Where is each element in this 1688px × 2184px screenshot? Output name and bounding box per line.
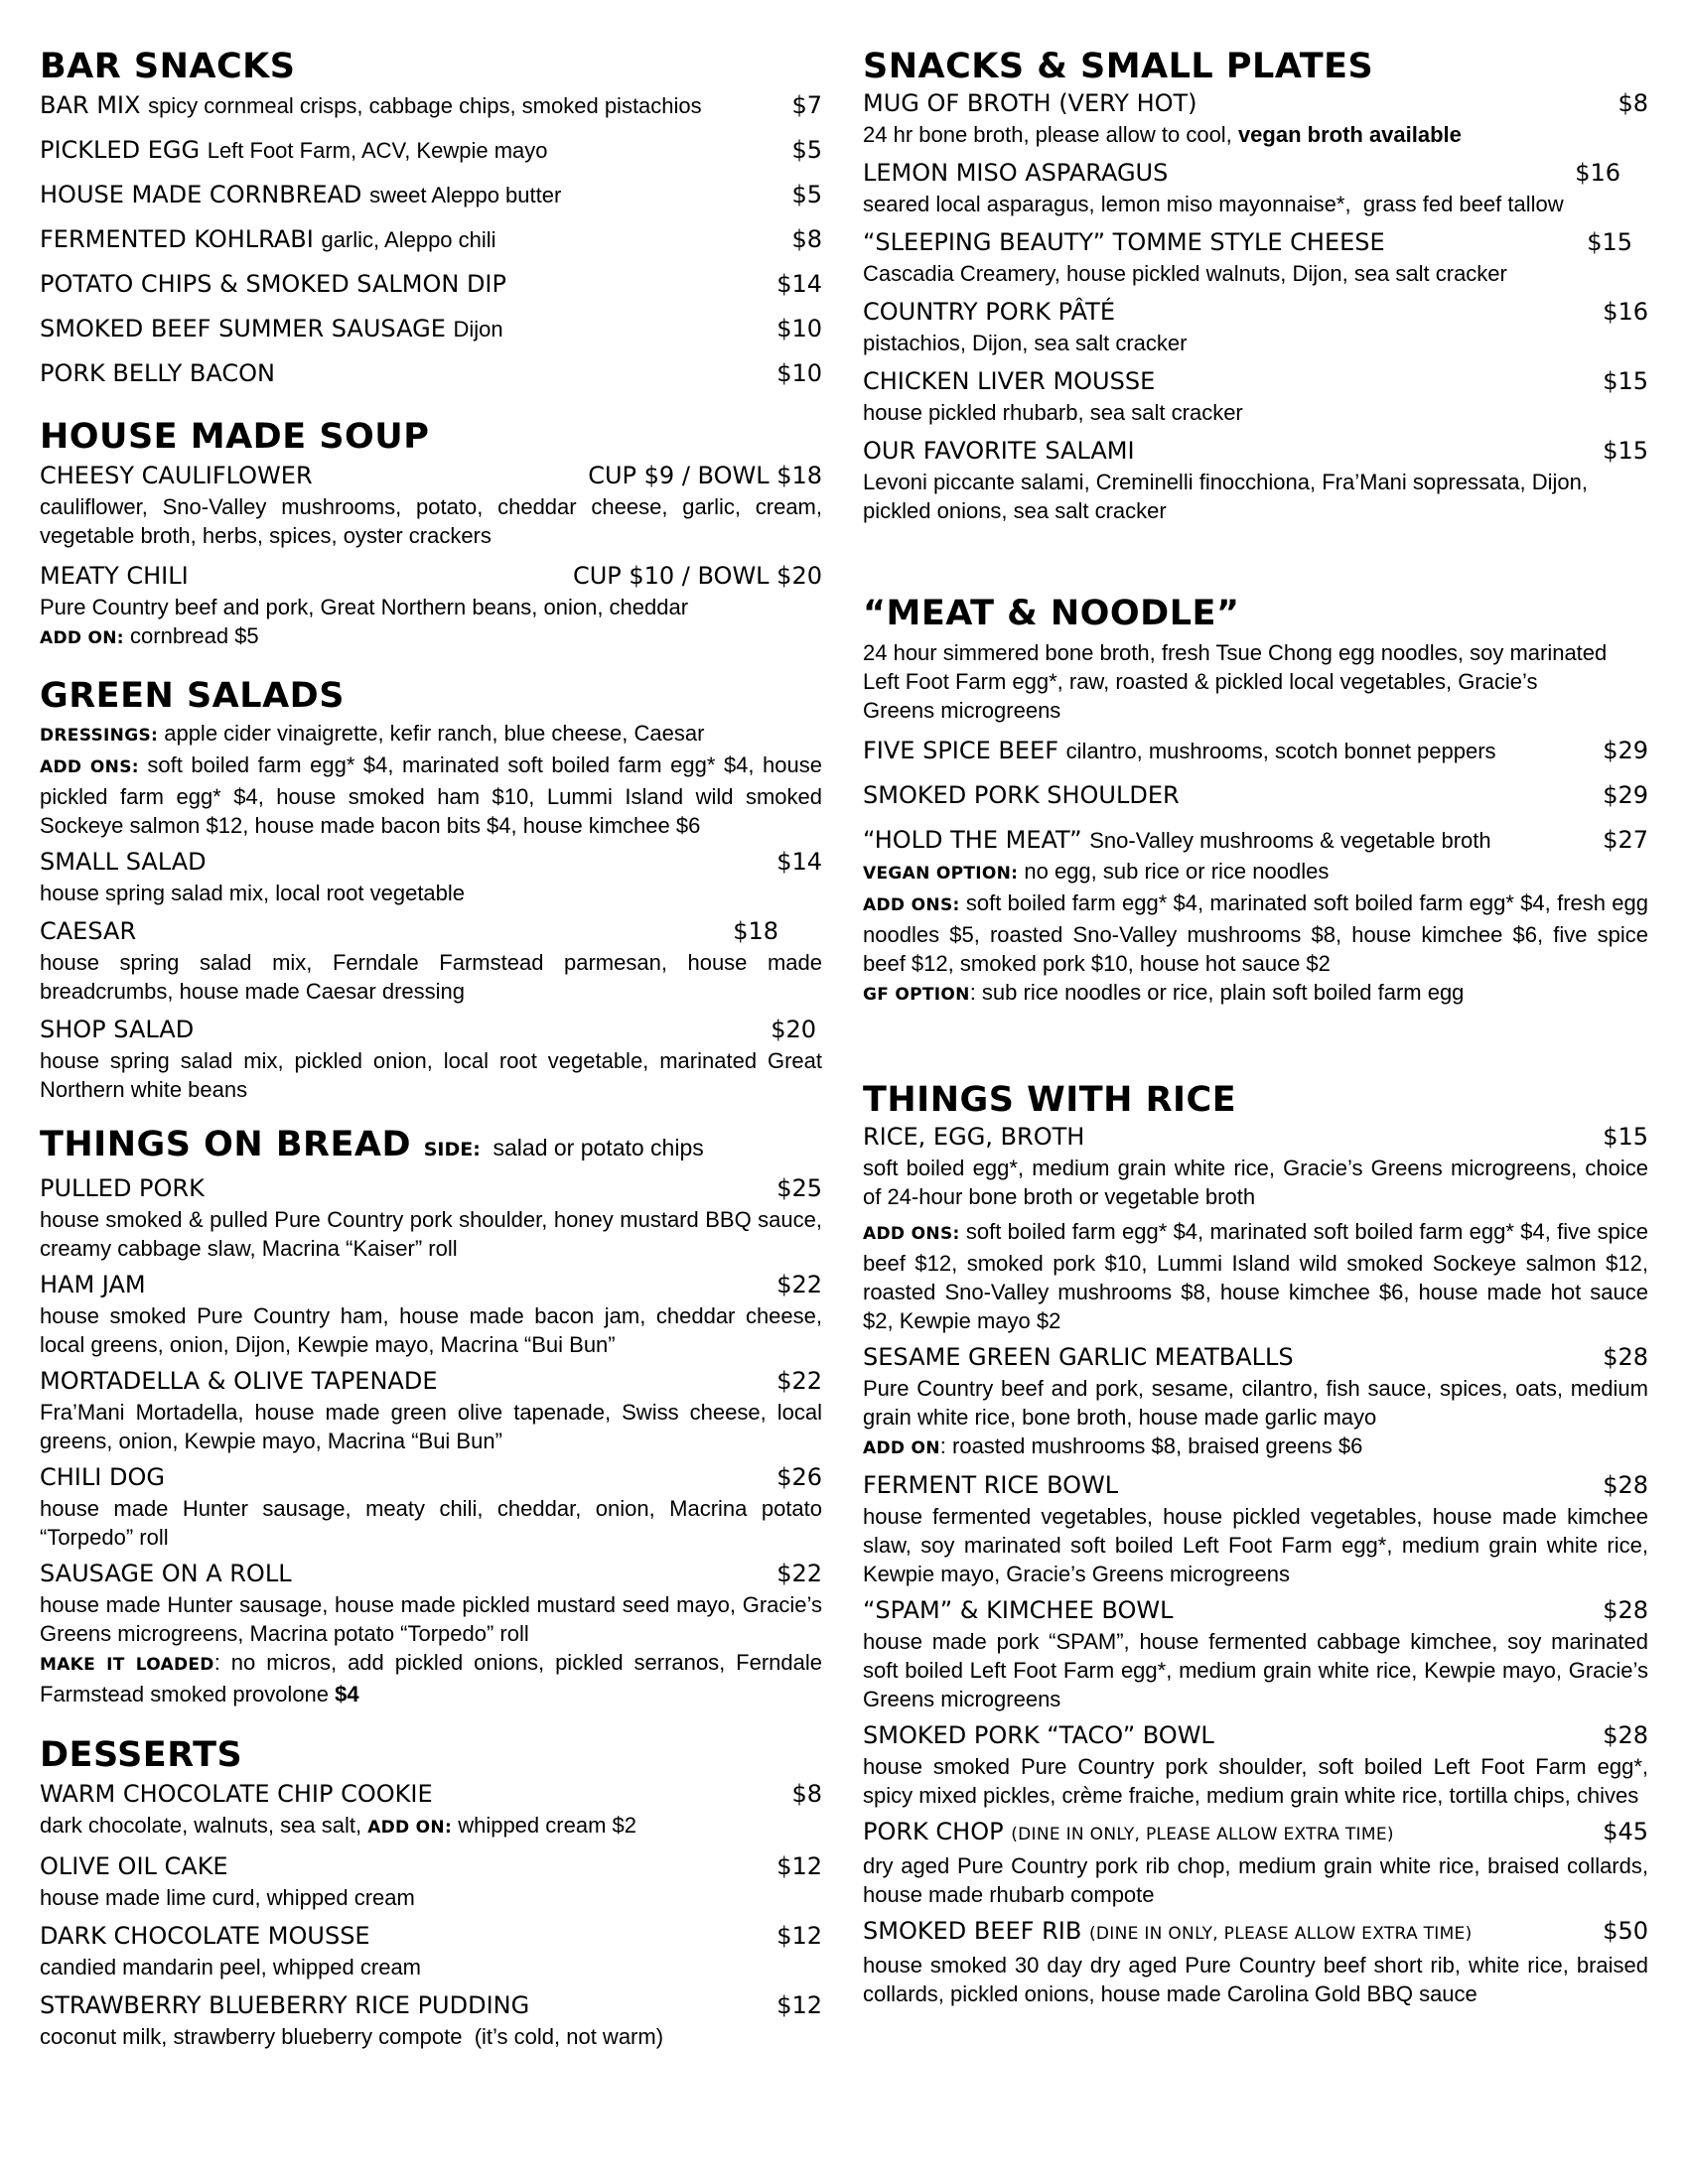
item-desc: house made Hunter sausage, house made pickled mustard seed mayo, Gracie’s Greens microgreens, Macrina potato “Torpedo” roll (40, 1592, 822, 1646)
item-name: LEMON MISO ASPARAGUS (863, 159, 1169, 187)
item-price: $12 (776, 1991, 822, 2019)
item-price: $27 (1603, 826, 1648, 854)
section-title: THINGS WITH RICE (863, 1080, 1237, 1120)
addons-line (40, 751, 822, 840)
gf-line (863, 978, 1648, 1010)
addon-line (40, 621, 822, 653)
item-price: $29 (1603, 737, 1648, 764)
item-desc: garlic, Aleppo chili (321, 227, 496, 252)
item-price: $25 (776, 1174, 822, 1202)
item-name: SAUSAGE ON A ROLL (40, 1560, 292, 1587)
item-price: $8 (791, 225, 822, 253)
item-name: OLIVE OIL CAKE (40, 1852, 228, 1880)
menu-item (40, 846, 822, 907)
menu-item (40, 1778, 822, 1843)
menu-item (863, 1915, 1648, 2008)
item-price: $10 (776, 359, 822, 387)
item-note: (DINE IN ONLY, PLEASE ALLOW EXTRA TIME) (1011, 1825, 1394, 1844)
item-desc: Sno-Valley mushrooms & vegetable broth (1089, 828, 1491, 853)
item-desc-bold: vegan broth available (1237, 122, 1462, 147)
addons-line (863, 1217, 1648, 1335)
menu-item (863, 226, 1648, 288)
item-name: WARM CHOCOLATE CHIP COOKIE (40, 1780, 433, 1808)
right-column (863, 46, 1648, 2008)
item-desc: house smoked 30 day dry aged Pure Country beef short rib, white rice, braised collards, pickled onions, house made Carolina Gold BBQ sauce (863, 1953, 1648, 2006)
side-label: SIDE: (423, 1139, 481, 1160)
bar-snacks-section (40, 46, 822, 390)
item-name: POTATO CHIPS & SMOKED SALMON DIP (40, 270, 506, 298)
menu-item (40, 1920, 822, 1981)
menu-item (863, 1816, 1648, 1909)
menu-item (863, 87, 1648, 149)
item-name: SMALL SALAD (40, 848, 207, 876)
item-desc-line (863, 120, 1648, 149)
item-name: SMOKED PORK SHOULDER (863, 781, 1180, 809)
item-name: DARK CHOCOLATE MOUSSE (40, 1922, 370, 1950)
item-desc: Fra’Mani Mortadella, house made green olive tapenade, Swiss cheese, local greens, onion, Kewpie mayo, Macrina “Bui Bun” (40, 1400, 822, 1453)
small-plates-section (863, 46, 1648, 525)
menu-item (863, 1719, 1648, 1810)
menu-item (40, 560, 822, 653)
item-desc: Dijon (453, 317, 503, 341)
item-name: CAESAR (40, 917, 137, 945)
menu-item (40, 179, 822, 211)
item-desc: coconut milk, strawberry blueberry compote (it’s cold, not warm) (40, 2024, 664, 2049)
dressings-line (40, 719, 822, 751)
vegan-line (863, 857, 1648, 888)
menu-item (40, 134, 822, 167)
item-name: SESAME GREEN GARLIC MEATBALLS (863, 1343, 1294, 1371)
menu-item (863, 1594, 1648, 1713)
item-price: $28 (1603, 1596, 1648, 1624)
item-name: HAM JAM (40, 1271, 146, 1298)
menu-item (863, 735, 1648, 767)
menu-item (40, 223, 822, 256)
item-name: RICE, EGG, BROTH (863, 1123, 1085, 1151)
loaded-text: : no micros, add pickled onions, pickled serranos, Ferndale Farmstead smoked provolone (40, 1650, 822, 1706)
item-name: COUNTRY PORK PÂTÉ (863, 298, 1115, 326)
gf-label: GF OPTION (863, 985, 970, 1005)
menu-item (40, 268, 822, 301)
item-desc: sweet Aleppo butter (369, 183, 562, 207)
item-name: CHICKEN LIVER MOUSSE (863, 367, 1156, 395)
item-price: $15 (1603, 437, 1648, 465)
left-column (40, 46, 822, 2051)
item-price: CUP $10 / BOWL $20 (572, 562, 822, 590)
item-price: $28 (1603, 1721, 1648, 1749)
item-name: PULLED PORK (40, 1174, 205, 1202)
menu-item (863, 157, 1648, 218)
menu-item (863, 296, 1648, 357)
item-name: SHOP SALAD (40, 1016, 195, 1043)
bread-section (40, 1124, 822, 1708)
addon-line (863, 1432, 1648, 1463)
item-desc: candied mandarin peel, whipped cream (40, 1955, 422, 1979)
gf-text: : sub rice noodles or rice, plain soft boiled farm egg (969, 980, 1465, 1005)
item-name: “SLEEPING BEAUTY” TOMME STYLE CHEESE (863, 228, 1385, 256)
item-price: $14 (776, 270, 822, 298)
item-name: SMOKED BEEF RIB (863, 1917, 1082, 1945)
item-desc: spicy cornmeal crisps, cabbage chips, smoked pistachios (148, 93, 702, 118)
addon-text: whipped cream $2 (458, 1813, 636, 1838)
item-price: $16 (1575, 159, 1620, 187)
item-name: BAR MIX (40, 91, 141, 119)
dressings-text: apple cider vinaigrette, kefir ranch, blue cheese, Caesar (164, 721, 705, 746)
rice-section (863, 1079, 1648, 2008)
item-price: $20 (771, 1016, 816, 1043)
menu-item (863, 824, 1648, 857)
item-desc: dark chocolate, walnuts, sea salt, (40, 1813, 362, 1838)
item-price: $45 (1603, 1818, 1648, 1845)
item-price: $12 (776, 1922, 822, 1950)
item-desc-line (40, 1811, 822, 1843)
item-desc: Pure Country beef and pork, Great Northern beans, onion, cheddar (40, 595, 689, 619)
menu-item (40, 1014, 822, 1104)
item-name: SMOKED BEEF SUMMER SAUSAGE (40, 315, 446, 342)
item-price: CUP $9 / BOWL $18 (588, 462, 822, 489)
item-desc: house made lime curd, whipped cream (40, 1885, 415, 1910)
item-price: $8 (1618, 89, 1648, 117)
item-desc: house fermented vegetables, house pickled vegetables, house made kimchee slaw, soy marinated soft boiled Left Foot Farm egg*, medium grain white rice, Kewpie mayo, Gracie’s Greens microgreens (863, 1504, 1648, 1586)
item-price: $16 (1603, 298, 1648, 326)
addons-text: soft boiled farm egg* $4, marinated soft boiled farm egg* $4, five spice beef $12, smoked pork $10, Lummi Island wild smoked Sockeye salmon $12, roasted Sno-Valley mushrooms $8, house kimchee $6, house made hot sauce $2, Kewpie mayo $2 (863, 1219, 1648, 1333)
item-price: $12 (776, 1852, 822, 1880)
item-name: SMOKED PORK “TACO” BOWL (863, 1721, 1214, 1749)
item-name: MUG OF BROTH (VERY HOT) (863, 89, 1197, 117)
item-price: $7 (791, 91, 822, 119)
addon-label: ADD ON: (40, 628, 124, 648)
menu-item (40, 1850, 822, 1912)
item-price: $15 (1587, 228, 1632, 256)
menu-item (40, 1172, 822, 1263)
addons-label: ADD ONS: (863, 1224, 960, 1244)
item-name: PORK BELLY BACON (40, 359, 275, 387)
soup-section (40, 416, 822, 653)
section-title (40, 1124, 822, 1170)
dressings-label: DRESSINGS: (40, 726, 159, 746)
item-name: CHILI DOG (40, 1463, 165, 1491)
item-name: CHEESY CAULIFLOWER (40, 462, 313, 489)
addon-text: cornbread $5 (130, 623, 259, 648)
addon-label: ADD ON: (367, 1818, 453, 1838)
item-desc: pistachios, Dijon, sea salt cracker (863, 331, 1188, 355)
item-price: $14 (776, 848, 822, 876)
item-desc: seared local asparagus, lemon miso mayonnaise*, grass fed beef tallow (863, 192, 1564, 216)
addon-text: : roasted mushrooms $8, braised greens $6 (939, 1433, 1363, 1458)
section-intro: 24 hour simmered bone broth, fresh Tsue Chong egg noodles, soy marinated Left Foot Farm egg*, raw, roasted & pickled local vegetables, Gracie’s Greens microgreens (863, 640, 1608, 723)
item-price: $28 (1603, 1343, 1648, 1371)
item-note: (DINE IN ONLY, PLEASE ALLOW EXTRA TIME) (1088, 1924, 1473, 1944)
item-name: “SPAM” & KIMCHEE BOWL (863, 1596, 1174, 1624)
item-price: $29 (1603, 781, 1648, 809)
vegan-label: VEGAN OPTION: (863, 864, 1019, 884)
item-desc: Pure Country beef and pork, sesame, cilantro, fish sauce, spices, oats, medium grain white rice, bone broth, house made garlic mayo (863, 1376, 1648, 1430)
item-desc: cilantro, mushrooms, scotch bonnet peppers (1065, 739, 1496, 763)
loaded-price: $4 (335, 1682, 359, 1706)
menu-item (863, 365, 1648, 427)
item-price: $50 (1603, 1917, 1648, 1945)
item-price: $22 (776, 1367, 822, 1395)
item-price: $22 (776, 1271, 822, 1298)
item-price: $15 (1603, 1123, 1648, 1151)
item-name: STRAWBERRY BLUEBERRY RICE PUDDING (40, 1991, 530, 2019)
item-price: $5 (791, 181, 822, 208)
item-desc: 24 hr bone broth, please allow to cool, (863, 122, 1232, 147)
item-name: MEATY CHILI (40, 562, 189, 590)
item-price: $26 (776, 1463, 822, 1491)
menu-item (40, 313, 822, 345)
item-desc: house spring salad mix, local root vegetable (40, 881, 466, 905)
menu-item (40, 915, 822, 1006)
item-desc: house made pork “SPAM”, house fermented cabbage kimchee, soy marinated soft boiled Left Foot Farm egg*, medium grain white rice, Kewpie mayo, Gracie’s Greens microgreens (863, 1629, 1648, 1711)
addons-line (863, 888, 1648, 978)
item-name: FERMENT RICE BOWL (863, 1471, 1119, 1499)
menu-item (40, 460, 822, 550)
item-name: PICKLED EGG (40, 136, 201, 164)
menu-item (40, 1461, 822, 1552)
item-price: $28 (1603, 1471, 1648, 1499)
item-desc: Cascadia Creamery, house pickled walnuts, Dijon, sea salt cracker (863, 261, 1507, 286)
menu-item (40, 357, 822, 390)
item-price: $10 (776, 315, 822, 342)
item-desc: house spring salad mix, Ferndale Farmstead parmesan, house made breadcrumbs, house made Caesar dressing (40, 950, 822, 1004)
section-title: HOUSE MADE SOUP (40, 417, 430, 457)
section-title: SNACKS & SMALL PLATES (863, 47, 1374, 86)
item-price: $8 (791, 1780, 822, 1808)
menu-item (40, 1365, 822, 1455)
item-desc: house smoked Pure Country pork shoulder, soft boiled Left Foot Farm egg*, spicy mixed pickles, crème fraiche, medium grain white rice, tortilla chips, chives (863, 1754, 1648, 1808)
menu-item (863, 1341, 1648, 1463)
item-desc: Left Foot Farm, ACV, Kewpie mayo (207, 138, 548, 163)
item-name: OUR FAVORITE SALAMI (863, 437, 1135, 465)
loaded-line (40, 1648, 822, 1708)
menu-item (863, 1469, 1648, 1588)
item-price: $22 (776, 1560, 822, 1587)
menu-item (863, 1121, 1648, 1211)
section-title: DESSERTS (40, 1735, 243, 1775)
section-title-text: THINGS ON BREAD (40, 1125, 412, 1164)
menu-item (40, 89, 822, 122)
item-name: HOUSE MADE CORNBREAD (40, 181, 362, 208)
menu-item (40, 1558, 822, 1708)
section-title: BAR SNACKS (40, 47, 296, 86)
item-desc: house smoked & pulled Pure Country pork shoulder, honey mustard BBQ sauce, creamy cabbage slaw, Macrina “Kaiser” roll (40, 1207, 822, 1261)
item-price: $15 (1603, 367, 1648, 395)
addons-text: soft boiled farm egg* $4, marinated soft boiled farm egg* $4, fresh egg noodles $5, roasted Sno-Valley mushrooms $8, house kimchee $6, five spice beef $12, smoked pork $10, house hot sauce $2 (863, 890, 1648, 976)
section-title: “MEAT & NOODLE” (863, 594, 1240, 633)
item-desc: house made Hunter sausage, meaty chili, cheddar, onion, Macrina potato “Torpedo” roll (40, 1496, 822, 1550)
item-name: “HOLD THE MEAT” (863, 826, 1082, 854)
section-title: GREEN SALADS (40, 676, 345, 716)
menu-item (40, 1269, 822, 1359)
item-name: FIVE SPICE BEEF (863, 737, 1059, 764)
addons-label: ADD ONS: (863, 895, 960, 915)
side-text: salad or potato chips (492, 1135, 704, 1160)
item-desc: dry aged Pure Country pork rib chop, medium grain white rice, braised collards, house made rhubarb compote (863, 1853, 1648, 1907)
item-name: PORK CHOP (863, 1818, 1004, 1845)
loaded-label: MAKE IT LOADED (40, 1655, 214, 1675)
addon-label: ADD ON (863, 1438, 940, 1458)
noodle-section (863, 593, 1648, 1010)
item-desc: cauliflower, Sno-Valley mushrooms, potato, cheddar cheese, garlic, cream, vegetable broth, herbs, spices, oyster crackers (40, 494, 822, 548)
item-name: FERMENTED KOHLRABI (40, 225, 314, 253)
vegan-text: no egg, sub rice or rice noodles (1024, 859, 1330, 884)
item-desc: soft boiled egg*, medium grain white rice, Gracie’s Greens microgreens, choice of 24-hour bone broth or vegetable broth (863, 1156, 1648, 1209)
item-desc: house smoked Pure Country ham, house made bacon jam, cheddar cheese, local greens, onion, Dijon, Kewpie mayo, Macrina “Bui Bun” (40, 1303, 822, 1357)
menu-page (40, 46, 1648, 2170)
addons-label: ADD ONS: (40, 757, 139, 777)
item-desc: house pickled rhubarb, sea salt cracker (863, 400, 1243, 425)
item-desc: Levoni piccante salami, Creminelli finocchiona, Fra’Mani sopressata, Dijon, pickled onions, sea salt cracker (863, 470, 1588, 523)
desserts-section (40, 1734, 822, 2051)
item-desc: house spring salad mix, pickled onion, local root vegetable, marinated Great Northern white beans (40, 1048, 822, 1102)
menu-item (863, 779, 1648, 812)
menu-item (863, 435, 1648, 525)
item-price: $5 (791, 136, 822, 164)
item-price: $18 (733, 917, 778, 945)
addons-text: soft boiled farm egg* $4, marinated soft boiled farm egg* $4, house pickled farm egg* $4, house smoked ham $10, Lummi Island wild smoked Sockeye salmon $12, house made bacon bits $4, house kimchee $6 (40, 752, 822, 838)
salads-section (40, 675, 822, 1104)
item-name: MORTADELLA & OLIVE TAPENADE (40, 1367, 438, 1395)
menu-item (40, 1989, 822, 2051)
